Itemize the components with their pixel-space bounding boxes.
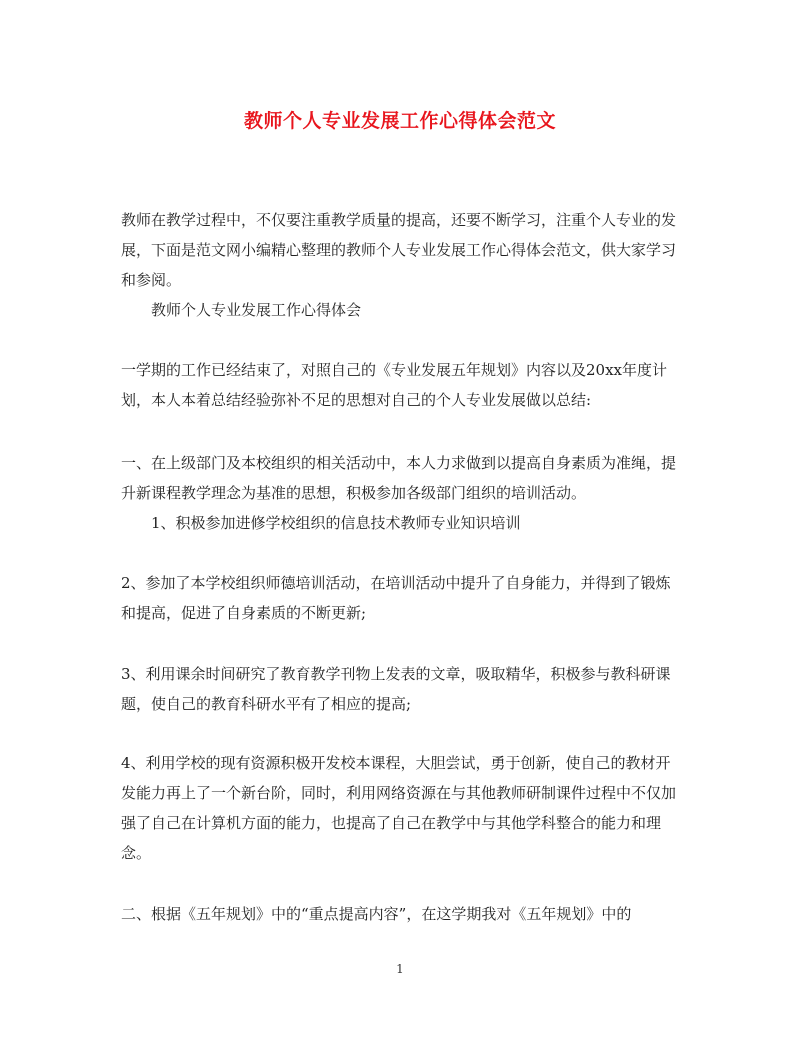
section-heading: 教师个人专业发展工作心得体会 [151,301,362,319]
document-title: 教师个人专业发展工作心得体会范文 [243,110,556,132]
summary-paragraph: 一学期的工作已经结束了，对照自己的《专业发展五年规划》内容以及20xx年度计划，本人本着总结经验弥补不足的思想对自己的个人专业发展做以总结: [121,361,668,409]
part-two-paragraph: 二、根据《五年规划》中的“重点提高内容”，在这学期我对《五年规划》中的 [121,905,632,923]
intro-paragraph: 教师在教学过程中，不仅要注重教学质量的提高，还要不断学习，注重个人专业的发展，下面是范文网小编精心整理的教师个人专业发展工作心得体会范文，供大家学习和参阅。 [121,211,677,289]
item-three-paragraph: 3、利用课余时间研究了教育教学刊物上发表的文章，吸取精华，积极参与教科研课题，使自己的教育科研水平有了相应的提高; [121,665,671,713]
item-two-paragraph: 2、参加了本学校组织师德培训活动，在培训活动中提升了自身能力，并得到了锻炼和提高，促进了自身素质的不断更新; [121,574,671,622]
page-number: 1 [396,962,404,976]
part-one-paragraph: 一、在上级部门及本校组织的相关活动中，本人力求做到以提高自身素质为准绳，提升新课程教学理念为基准的思想，积极参加各级部门组织的培训活动。 [121,454,677,502]
item-four-paragraph: 4、利用学校的现有资源积极开发校本课程，大胆尝试，勇于创新，使自己的教材开发能力再上了一个新台阶，同时，利用网络资源在与其他教师研制课件过程中不仅加强了自己在计算机方面的能力，也提高了自己在教学中与其他学科整合的能力和理念。 [121,754,677,862]
item-one-paragraph: 1、积极参加进修学校组织的信息技术教师专业知识培训 [151,514,521,532]
